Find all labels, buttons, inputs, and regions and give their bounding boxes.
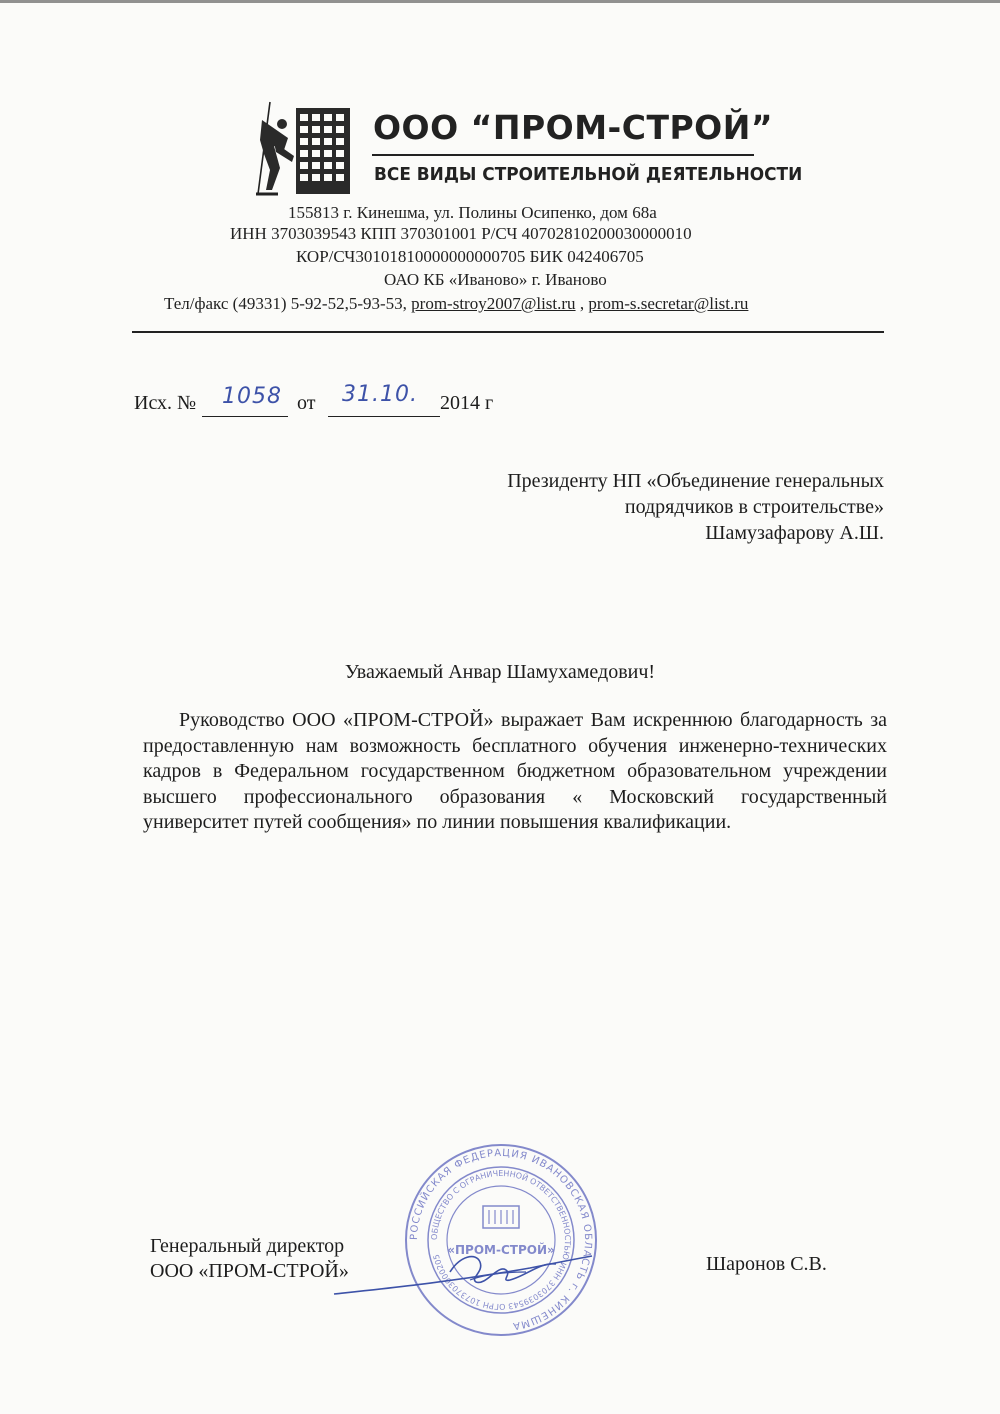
company-name: ООО “ПРОМ-СТРОЙ” <box>373 108 774 147</box>
seal-center-text: «ПРОМ-СТРОЙ» <box>447 1243 555 1257</box>
letter-body: Руководство ООО «ПРОМ-СТРОЙ» выражает Вам искреннюю благодарность за предоставленную нам возможность бесплатного обучения инженерно-технических кадров в Федеральном государственном бюджетном образовательном учреждении высшего профессионального образования « Московский государственный университет путей сообщения» по линии повышения квалификации. <box>143 709 887 834</box>
handwritten-signature-icon <box>330 1242 600 1302</box>
outgoing-year: 2014 г <box>440 392 494 414</box>
phone-text: Тел/факс (49331) 5-92-52,5-93-53, <box>164 294 412 313</box>
header-rule <box>372 154 754 156</box>
company-inn-line: ИНН 3703039543 КПП 370301001 Р/СЧ 40702810200030000010 <box>230 224 692 243</box>
letterhead-divider <box>132 331 884 333</box>
scan-edge <box>0 0 1000 3</box>
addressee-line-1: Президенту НП «Объединение генеральных <box>507 470 884 492</box>
salutation: Уважаемый Анвар Шамухамедович! <box>344 661 656 683</box>
email-separator: , <box>575 294 589 313</box>
seal-inner-text: ОБЩЕСТВО С ОГРАНИЧЕННОЙ ОТВЕТСТВЕННОСТЬЮ ИНН 3703039543 ОГРН 1073703000205 <box>429 1168 573 1312</box>
company-address: 155813 г. Кинешма, ул. Полины Осипенко, дом 68а <box>288 203 657 222</box>
signatory-name: Шаронов С.В. <box>706 1253 827 1275</box>
company-kor-line: КОР/СЧ30101810000000000705 БИК 042406705 <box>296 247 644 266</box>
email-link-primary[interactable]: prom-stroy2007@list.ru <box>411 294 576 313</box>
seal-outer-text: РОССИЙСКАЯ ФЕДЕРАЦИЯ ИВАНОВСКАЯ ОБЛАСТЬ г. КИНЕШМА <box>408 1147 594 1332</box>
signatory-company: ООО «ПРОМ-СТРОЙ» <box>150 1260 349 1282</box>
outgoing-date-handwritten: 31.10. <box>342 382 418 407</box>
addressee-name: Шамузафарову А.Ш. <box>705 522 884 544</box>
company-logo-icon <box>244 98 354 198</box>
outgoing-number-label: Исх. № <box>134 392 197 414</box>
email-link-secretary[interactable]: prom-s.secretar@list.ru <box>588 294 749 313</box>
date-from-label: от <box>297 392 316 414</box>
signatory-position: Генеральный директор <box>150 1235 345 1257</box>
company-tagline: ВСЕ ВИДЫ СТРОИТЕЛЬНОЙ ДЕЯТЕЛЬНОСТИ <box>374 164 803 185</box>
company-bank-line: ОАО КБ «Иваново» г. Иваново <box>384 270 607 289</box>
company-seal-icon <box>403 1142 599 1338</box>
addressee-line-2: подрядчиков в строительстве» <box>624 496 884 518</box>
outgoing-number-handwritten: 1058 <box>222 384 282 409</box>
company-contacts <box>164 294 748 314</box>
